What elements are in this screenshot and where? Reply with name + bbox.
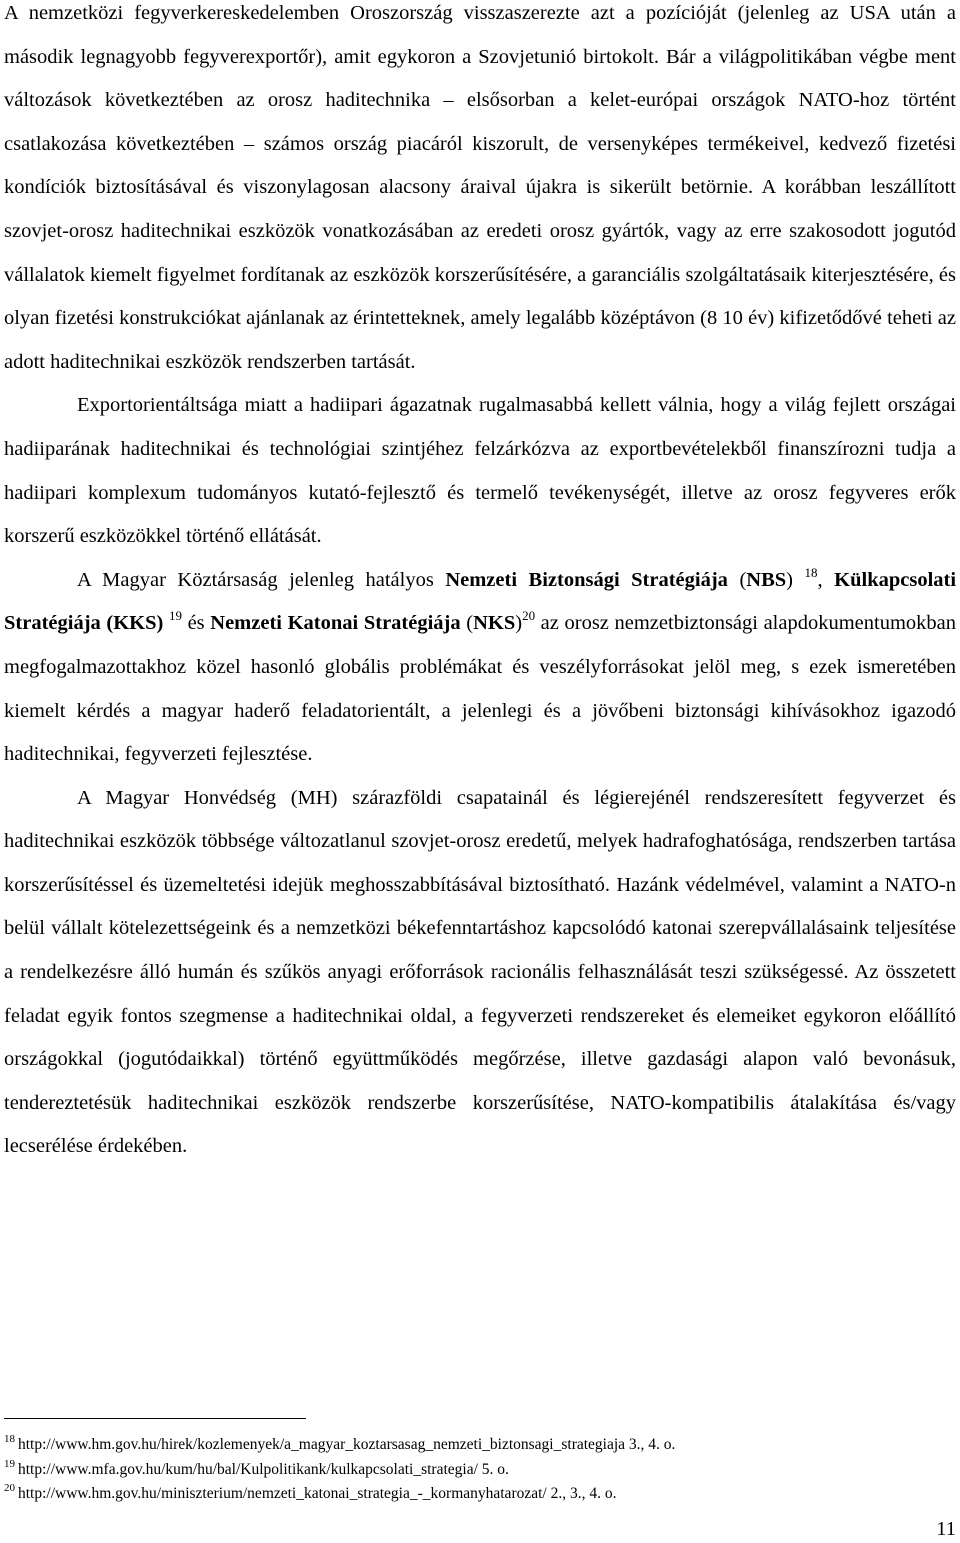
strategy-text: ( [460,612,474,635]
footnote-link[interactable]: http://www.hm.gov.hu/miniszterium/nemzeti_katonai_strategia_-_kormanyhatarozat/ 2., 3., 4. o. [18,1485,617,1502]
footnote-ref-20[interactable]: 20 [522,608,536,624]
footnote-number: 19 [4,1457,15,1470]
footnote-link[interactable]: http://www.hm.gov.hu/hirek/kozlemenyek/a_magyar_koztarsasag_nemzeti_biztonsagi_strategiaja 3., 4. o. [18,1436,676,1453]
footnote-number: 18 [4,1433,15,1445]
strategy-text: ( [727,568,747,591]
paragraph-strategy-documents [4,559,956,777]
footnote-item [4,1482,956,1507]
footnote-ref-18[interactable]: 18 [804,564,818,580]
footnote-link[interactable]: http://www.mfa.gov.hu/kum/hu/bal/Kulpolitikank/kulkapcsolati_strategia/ 5. o. [18,1460,509,1478]
strategy-abbr-nbs: NBS [746,568,787,591]
strategy-title-kks: Külkapcsolati Stratégiája (KKS) [4,568,957,635]
footnotes [4,1433,956,1507]
paragraph-export-orientation: Exportorientáltsága miatt a hadiipari ágazatnak rugalmasabbá kellett válnia, hogy a világ fejlett országai hadiiparának haditechnikai és technológiai szintjéhez felzárkózva az exportbevételekből finanszírozni tudja a hadiipari komplexum tudományos kutató-fejlesztő és termelő tevékenységét, illetve az orosz fegyveres erők korszerű eszközökkel történő ellátását. [4,394,956,548]
strategy-title-nbs: Nemzeti Biztonsági Stratégiája [445,568,728,591]
paragraph-arms-trade: A nemzetközi fegyverkereskedelemben Oroszország visszaszerezte azt a pozícióját (jelenleg az USA után a második legnagyobb fegyverexportőr), amit egykoron a Szovjetunió birtokolt. Bár a világpolitikában végbe ment változások következtében az orosz haditechnika – elsősorban a kelet-európai országok NATO-hoz történt csatlakozása következtében – számos ország piacáról kiszorult, de versenyképes termékeivel, kedvező fizetési kondíciók biztosításával és viszonylagosan alacsony áraival újakra is sikerült betörnie. A korábban leszállított szovjet-orosz haditechnikai eszközök vonatkozásában az eredeti orosz gyártók, vagy az erre szakosodott jogutód vállalatok kiemelt figyelmet fordítanak az eszközök korszerűsítésére, a garanciális szolgáltatásaik kiterjesztésére, és olyan fizetési konstrukciókat ajánlanak az érintetteknek, amely legalább középtávon (8 10 év) kifizetődővé teheti az adott haditechnikai eszközök rendszerben tartását. [4,2,956,373]
strategy-abbr-nks: NKS [473,612,516,635]
footnote-ref-19[interactable]: 19 [168,608,182,624]
footnote-item [4,1433,956,1458]
paragraph-hungarian-defence: A Magyar Honvédség (MH) szárazföldi csapatainál és légierejénél rendszeresített fegyverzet és haditechnikai eszközök többsége változatlanul szovjet-orosz eredetű, melyek hadrafoghatósága, rendszerben tartása korszerűsítéssel és üzemeltetési idejük meghosszabbításával biztosítható. Hazánk védelmével, valamint a NATO-n belül vállalt kötelezettségeink és a nemzetközi békefenntartáshoz kapcsolódó katonai szerepvállalásaink teljesítése a rendelkezésre álló humán és szűkös anyagi erőforrások racionális felhasználását teszi szükségessé. Az összetett feladat egyik fontos szegmense a haditechnikai oldal, a fegyverzeti rendszereket és elemeiket egykoron előállító országokkal (jogutódaikkal) történő együttműködés megőrzése, illetve gazdasági alapon való bevonásuk, tendereztetésük haditechnikai eszközök rendszerbe korszerűsítése, NATO-kompatibilis átalakítása és/vagy lecserélése érdekében. [4,786,956,1158]
footnote-number: 20 [4,1482,15,1494]
footnote-item [4,1458,956,1483]
strategy-text: és [181,612,211,635]
strategy-text: A Magyar Köztársaság jelenleg hatályos [77,568,446,591]
strategy-text: , [817,568,835,591]
footnote-divider [4,1418,306,1419]
document-body [4,0,956,1169]
strategy-text: ) [786,568,793,591]
strategy-text: az orosz nemzetbiztonsági alapdokumentumokban megfogalmazottakhoz közel hasonló globális problémákat és veszélyforrásokat jelöl meg, s ezek ismeretében kiemelt kérdés a magyar haderő feladatorientált, a jelenlegi és a jövőbeni biztonsági kihívásokhoz igazodó haditechnikai, fegyverzeti fejlesztése. [4,612,957,766]
strategy-title-nks: Nemzeti Katonai Stratégiája [210,612,461,635]
page-number: 11 [936,1518,956,1540]
strategy-text: ) [515,612,523,635]
